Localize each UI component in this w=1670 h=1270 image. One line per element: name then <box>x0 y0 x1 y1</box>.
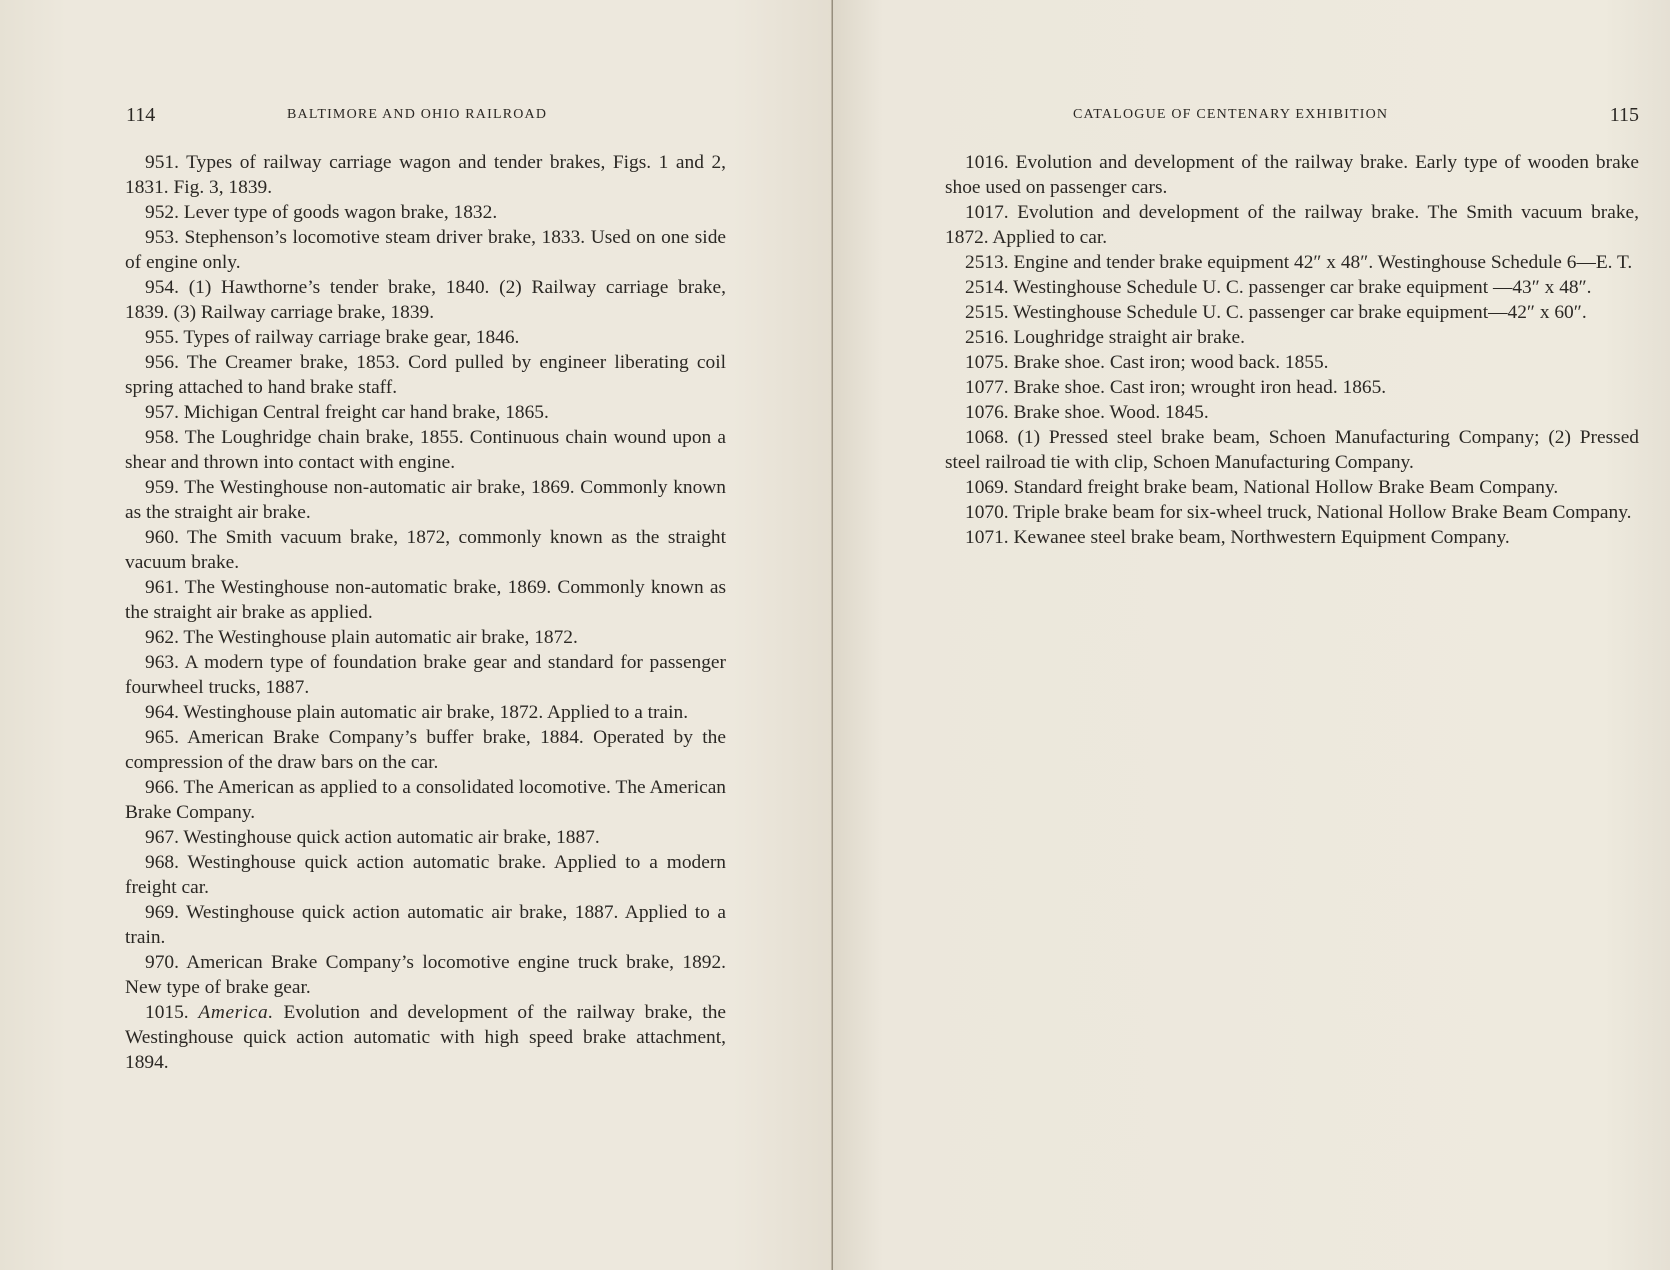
right-page-number: 115 <box>1609 104 1639 126</box>
catalogue-entry: 2515. Westinghouse Schedule U. C. passenger car brake equipment—42″ x 60″. <box>965 302 1587 323</box>
right-running-head <box>1073 100 1639 130</box>
catalogue-entry: 962. The Westinghouse plain automatic air brake, 1872. <box>145 627 578 648</box>
catalogue-entry: 969. Westinghouse quick action automatic air brake, 1887. Applied to a train. <box>125 902 726 948</box>
catalogue-entry: 953. Stephenson’s locomotive steam driver brake, 1833. Used on one side of engine only. <box>125 227 726 273</box>
catalogue-entry: 1069. Standard freight brake beam, National Hollow Brake Beam Company. <box>965 477 1559 498</box>
catalogue-entry: 1070. Triple brake beam for six-wheel truck, National Hollow Brake Beam Company. <box>965 502 1632 523</box>
catalogue-entry: 1017. Evolution and development of the railway brake. The Smith vacuum brake, 1872. Applied to car. <box>945 202 1639 248</box>
catalogue-entry: 955. Types of railway carriage brake gear, 1846. <box>145 327 520 348</box>
catalogue-entry: 1075. Brake shoe. Cast iron; wood back. 1855. <box>965 352 1329 373</box>
left-page-body <box>125 150 726 1075</box>
catalogue-entry: 956. The Creamer brake, 1853. Cord pulled by engineer liberating coil spring attached to hand brake staff. <box>125 352 726 398</box>
catalogue-entry: 961. The Westinghouse non-automatic brake, 1869. Commonly known as the straight air brake as applied. <box>125 577 726 623</box>
left-running-head <box>126 100 726 130</box>
right-running-title: CATALOGUE OF CENTENARY EXHIBITION <box>1073 107 1389 122</box>
catalogue-entry: 958. The Loughridge chain brake, 1855. Continuous chain wound upon a shear and thrown into contact with engine. <box>125 427 726 473</box>
catalogue-entry: 968. Westinghouse quick action automatic brake. Applied to a modern freight car. <box>125 852 726 898</box>
catalogue-entry: 957. Michigan Central freight car hand brake, 1865. <box>145 402 549 423</box>
catalogue-entry: 1076. Brake shoe. Wood. 1845. <box>965 402 1209 423</box>
entry-description: Evolution and development of the railway brake, the Westinghouse quick action automatic with high speed brake attachment, 1894. <box>125 1002 726 1073</box>
catalogue-entry: 966. The American as applied to a consolidated locomotive. The American Brake Company. <box>125 777 726 823</box>
catalogue-entry: 964. Westinghouse plain automatic air brake, 1872. Applied to a train. <box>145 702 689 723</box>
catalogue-entry: 952. Lever type of goods wagon brake, 1832. <box>145 202 498 223</box>
catalogue-entry: 1077. Brake shoe. Cast iron; wrought iron head. 1865. <box>965 377 1387 398</box>
catalogue-entry: 2516. Loughridge straight air brake. <box>965 327 1246 348</box>
catalogue-entry: 2513. Engine and tender brake equipment 42″ x 48″. Westinghouse Schedule 6—E. T. <box>965 252 1633 273</box>
catalogue-entry: 959. The Westinghouse non-automatic air brake, 1869. Commonly known as the straight air brake. <box>125 477 726 523</box>
left-page <box>0 0 833 1270</box>
right-page <box>833 0 1670 1270</box>
left-page-number: 114 <box>126 104 156 126</box>
catalogue-entry: 970. American Brake Company’s locomotive engine truck brake, 1892. New type of brake gear. <box>125 952 726 998</box>
catalogue-entry: 965. American Brake Company’s buffer brake, 1884. Operated by the compression of the draw bars on the car. <box>125 727 726 773</box>
catalogue-entry-1015 <box>125 1000 726 1075</box>
entry-number: 1015. <box>145 1002 189 1023</box>
right-page-body <box>945 150 1639 550</box>
entry-italic-country: America. <box>198 1002 274 1023</box>
catalogue-entry: 963. A modern type of foundation brake gear and standard for passenger fourwheel trucks, 1887. <box>125 652 726 698</box>
catalogue-entry: 2514. Westinghouse Schedule U. C. passenger car brake equipment —43″ x 48″. <box>965 277 1592 298</box>
catalogue-entry: 1071. Kewanee steel brake beam, Northwestern Equipment Company. <box>965 527 1510 548</box>
catalogue-entry: 1068. (1) Pressed steel brake beam, Schoen Manufacturing Company; (2) Pressed steel railroad tie with clip, Schoen Manufacturing Company. <box>945 427 1639 473</box>
catalogue-entry: 954. (1) Hawthorne’s tender brake, 1840. (2) Railway carriage brake, 1839. (3) Railway carriage brake, 1839. <box>125 277 726 323</box>
catalogue-entry: 967. Westinghouse quick action automatic air brake, 1887. <box>145 827 600 848</box>
catalogue-entry: 1016. Evolution and development of the railway brake. Early type of wooden brake shoe used on passenger cars. <box>945 152 1639 198</box>
left-running-title: BALTIMORE AND OHIO RAILROAD <box>287 107 548 122</box>
catalogue-entry: 960. The Smith vacuum brake, 1872, commonly known as the straight vacuum brake. <box>125 527 726 573</box>
catalogue-entry: 951. Types of railway carriage wagon and tender brakes, Figs. 1 and 2, 1831. Fig. 3, 1839. <box>125 152 726 198</box>
